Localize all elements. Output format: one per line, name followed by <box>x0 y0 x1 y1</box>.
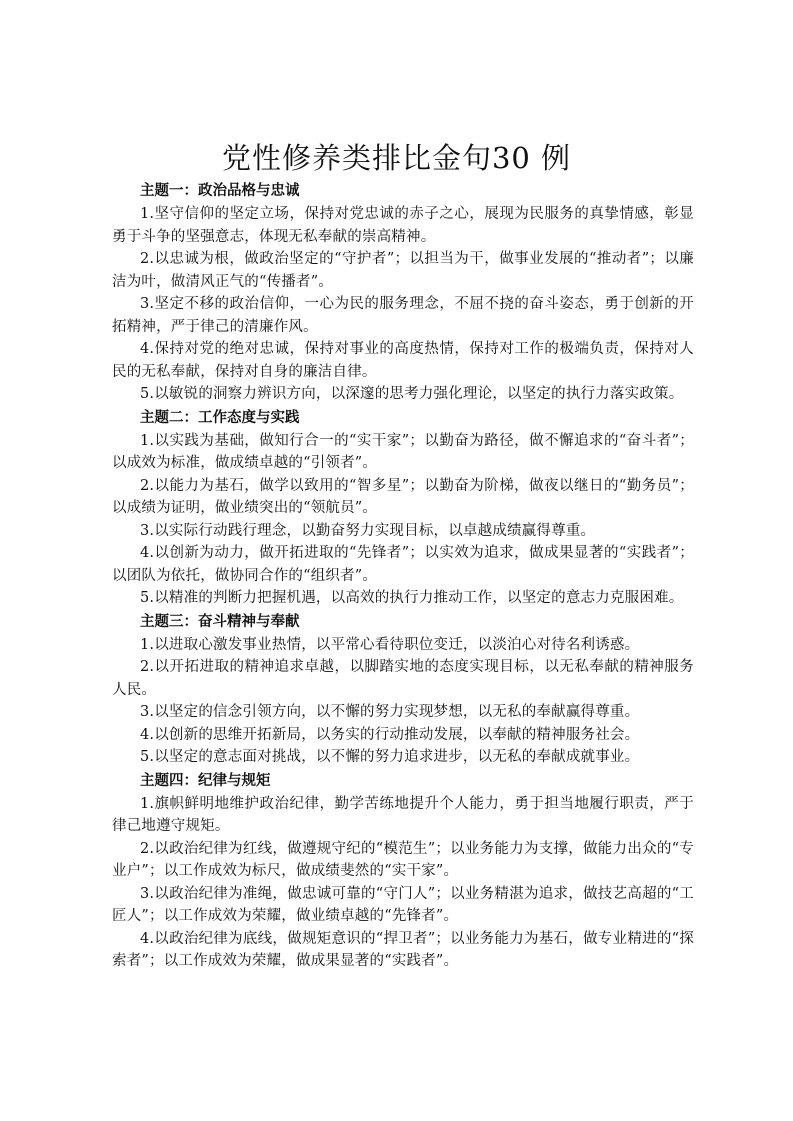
list-item: 4.以政治纪律为底线，做规矩意识的“捍卫者”；以业务能力为基石，做专业精进的“探索者”；以工作成效为荣耀，做成果显著的“实践者”。 <box>112 930 694 969</box>
list-item: 2.以开拓进取的精神追求卓越，以脚踏实地的态度实现目标，以无私奉献的精神服务人民。 <box>112 659 694 698</box>
list-item: 3.坚定不移的政治信仰，一心为民的服务理念，不屈不挠的奋斗姿态，勇于创新的开拓精神，严于律己的清廉作风。 <box>112 296 694 335</box>
list-item: 4.以创新为动力，做开拓进取的“先锋者”；以实效为追求，做成果显著的“实践者”；以团队为依托，做协同合作的“组织者”。 <box>112 545 694 584</box>
section-heading: 主题三：奋斗精神与奉献 <box>140 612 300 630</box>
section-4 <box>112 769 694 973</box>
list-item: 1.以进取心激发事业热情，以平常心看待职位变迁，以淡泊心对待名利诱惑。 <box>140 636 640 653</box>
list-item: 2.以忠诚为根，做政治坚定的“守护者”；以担当为干，做事业发展的“推动者”；以廉洁为叶，做清风正气的“传播者”。 <box>112 251 694 290</box>
list-item: 1.以实践为基础，做知行合一的“实干家”；以勤奋为路径，做不懈追求的“奋斗者”；以成效为标准，做成绩卓越的“引领者”。 <box>112 432 694 471</box>
list-item: 4.以创新的思维开拓新局，以务实的行动推动发展，以奉献的精神服务社会。 <box>140 726 640 743</box>
section-heading: 主题二：工作态度与实践 <box>140 408 300 426</box>
list-item: 3.以坚定的信念引领方向，以不懈的努力实现梦想，以无私的奉献赢得尊重。 <box>140 704 640 720</box>
section-2 <box>112 406 694 610</box>
section-heading: 主题四：纪律与规矩 <box>140 771 271 789</box>
section-heading: 主题一：政治品格与忠诚 <box>140 182 300 199</box>
section-1 <box>112 179 694 406</box>
list-item: 3.以实际行动践行理念，以勤奋努力实现目标，以卓越成绩赢得尊重。 <box>140 522 596 539</box>
list-item: 1.旗帜鲜明地维护政治纪律，勤学苦练地提升个人能力，勇于担当地履行职责，严于律己地遵守规矩。 <box>112 795 694 834</box>
list-item: 2.以政治纪律为红线，做遵规守纪的“模范生”；以业务能力为支撑，做能力出众的“专业户”；以工作成效为标尺，做成绩斐然的“实干家”。 <box>112 840 694 879</box>
list-item: 4.保持对党的绝对忠诚，保持对事业的高度热情，保持对工作的极端负责，保持对人民的无私奉献，保持对自身的廉洁自律。 <box>112 341 694 380</box>
section-3 <box>112 610 694 769</box>
list-item: 5.以精准的判断力把握机遇，以高效的执行力推动工作，以坚定的意志力克服困难。 <box>140 590 684 606</box>
document-title: 党性修养类排比金句30 例 <box>221 141 572 175</box>
list-item: 1.坚守信仰的坚定立场，保持对党忠诚的赤子之心，展现为民服务的真挚情感，彰显勇于斗争的坚强意志，体现无私奉献的崇高精神。 <box>112 206 694 245</box>
list-item: 5.以坚定的意志面对挑战，以不懈的努力追求进步，以无私的奉献成就事业。 <box>140 749 640 765</box>
list-item: 3.以政治纪律为准绳，做忠诚可靠的“守门人”；以业务精湛为追求，做技艺高超的“工匠人”；以工作成效为荣耀，做业绩卓越的“先锋者”。 <box>112 885 694 924</box>
list-item: 5.以敏锐的洞察力辨识方向，以深邃的思考力强化理论，以坚定的执行力落实政策。 <box>140 386 684 402</box>
list-item: 2.以能力为基石，做学以致用的“智多星”；以勤奋为阶梯，做夜以继日的“勤务员”；以成绩为证明，做业绩突出的“领航员”。 <box>112 477 694 516</box>
document-body <box>112 179 694 973</box>
